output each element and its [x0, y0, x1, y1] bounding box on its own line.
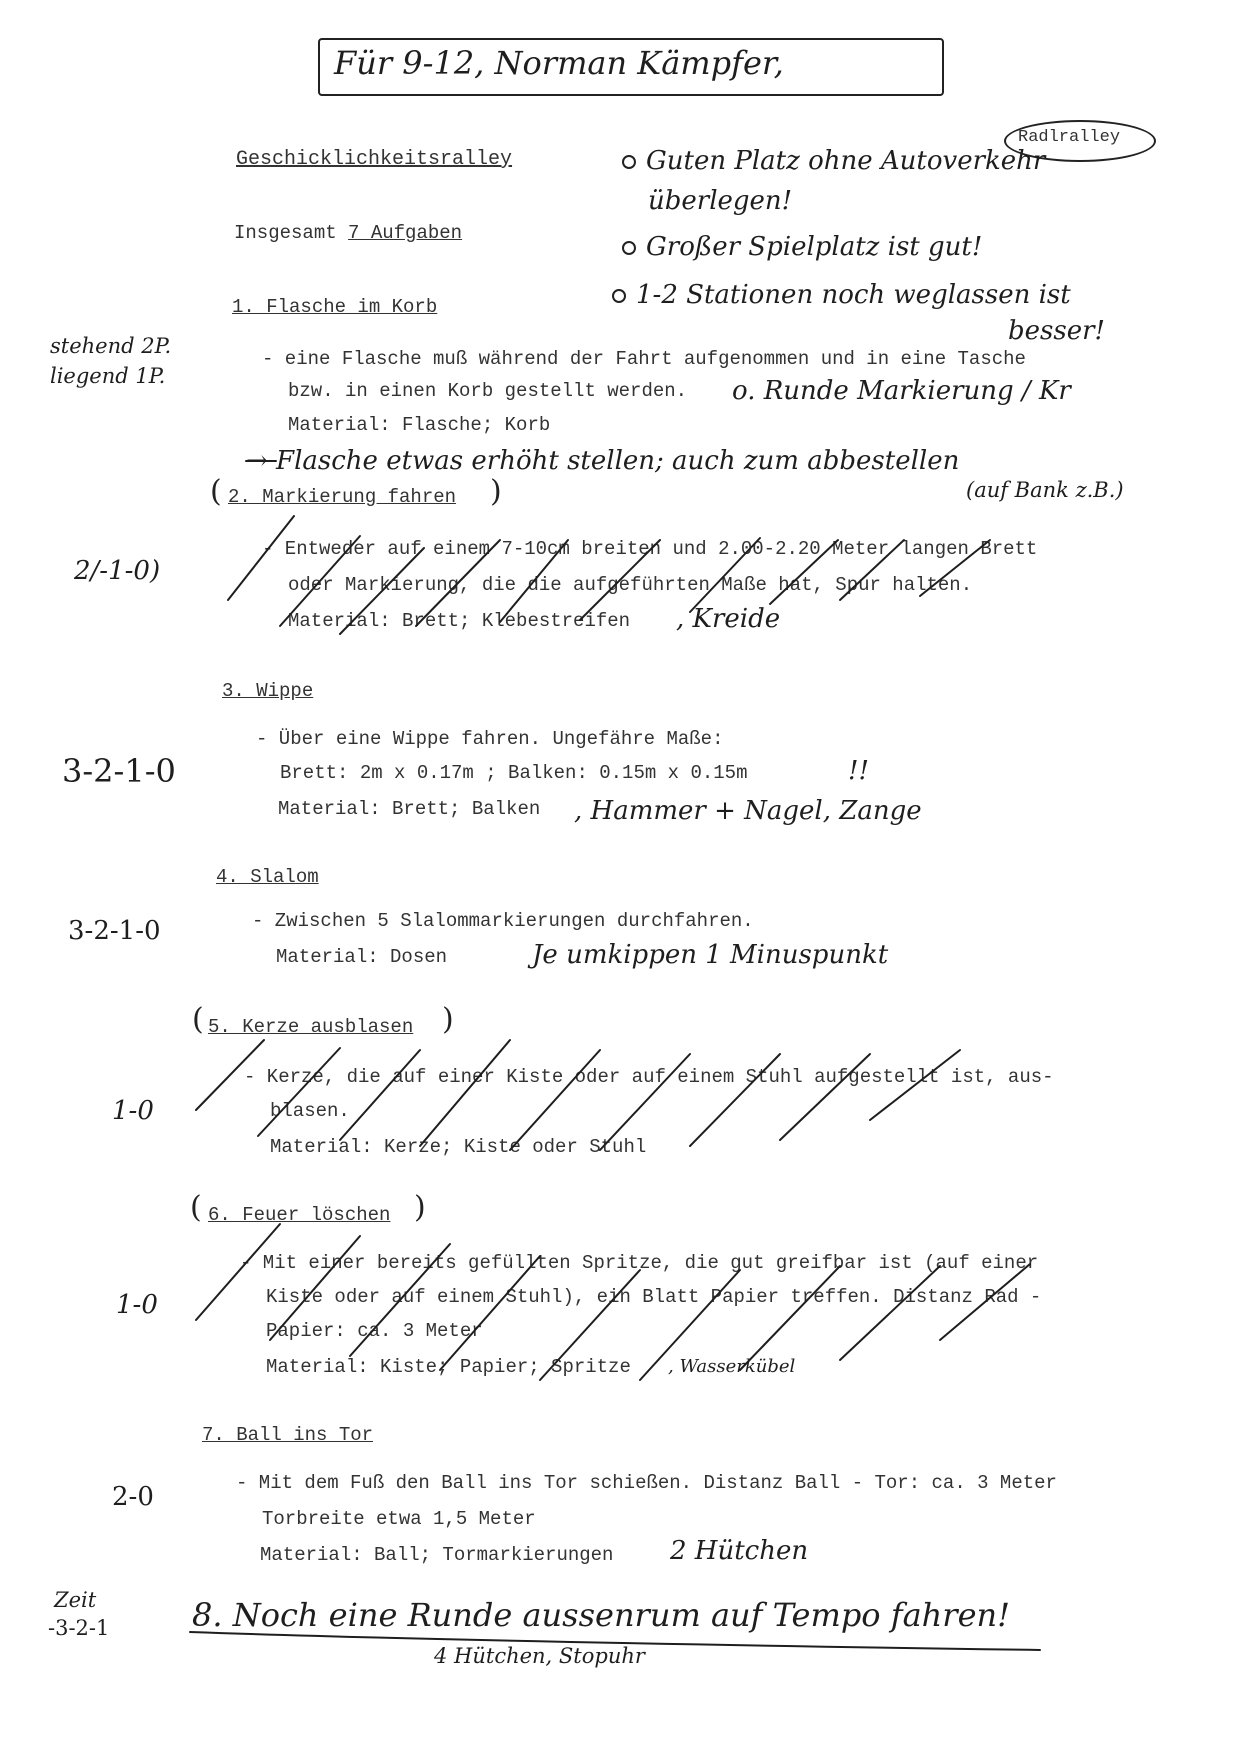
task-3-line-2: Brett: 2m x 0.17m ; Balken: 0.15m x 0.15m	[280, 762, 748, 784]
note-line-5: besser!	[1008, 316, 1105, 346]
task-6-line-2: Kiste oder auf einem Stuhl), ein Blatt Papier treffen. Distanz Rad -	[266, 1286, 1042, 1308]
task-2-line-1: - Entweder auf einem 7-10cm breiten und 2.00-2.20 Meter langen Brett	[262, 538, 1038, 560]
task-3-line-1: - Über eine Wippe fahren. Ungefähre Maße:	[256, 728, 724, 750]
task-2-score: 2/-1-0)	[74, 556, 161, 586]
task-7-material: Material: Ball; Tormarkierungen	[260, 1544, 614, 1566]
task-6-close-paren: )	[414, 1190, 426, 1225]
task-1-margin-1: stehend 2P.	[50, 334, 172, 358]
task-1-line-2-handwriting: o. Runde Markierung / Kr	[732, 376, 1071, 406]
task-6-line-1: - Mit einer bereits gefüllten Spritze, die gut greifbar ist (auf einer	[240, 1252, 1039, 1274]
task-6-material-handwriting: , Wasserkübel	[668, 1356, 796, 1377]
task-3-score: 3-2-1-0	[62, 752, 176, 790]
task-6-title: 6. Feuer löschen	[208, 1204, 391, 1226]
task-7-title: 7. Ball ins Tor	[202, 1424, 374, 1446]
task-8-score: -3-2-1	[48, 1616, 110, 1640]
note-bullet-icon	[622, 241, 636, 255]
total-tasks: Insgesamt 7 Aufgaben	[234, 222, 463, 244]
task-1-line-1: - eine Flasche muß während der Fahrt aufgenommen und in eine Tasche	[262, 348, 1026, 370]
task-5-score: 1-0	[112, 1096, 154, 1126]
task-5-line-2: blasen.	[270, 1100, 350, 1122]
page-title: Geschicklichkeitsralley	[236, 148, 513, 171]
task-2-line-2: oder Markierung, die die aufgeführten Maße hat, Spur halten.	[288, 574, 973, 596]
task-1-note: → Flasche etwas erhöht stellen; auch zum abbestellen	[246, 446, 960, 476]
task-4-line-1: - Zwischen 5 Slalommarkierungen durchfahren.	[252, 910, 754, 932]
task-6-material: Material: Kiste; Papier; Spritze	[266, 1356, 631, 1378]
note-bullet-icon	[612, 289, 626, 303]
task-1-title: 1. Flasche im Korb	[232, 296, 438, 318]
task-2-close-paren: )	[490, 474, 502, 509]
task-4-title: 4. Slalom	[216, 866, 319, 888]
task-7-score: 2-0	[112, 1482, 154, 1512]
task-2-material: Material: Brett; Klebestreifen	[288, 610, 631, 632]
task-2-title: 2. Markierung fahren	[228, 486, 457, 508]
task-8-sub: 4 Hütchen, Stopuhr	[434, 1644, 645, 1668]
task-6-line-3: Papier: ca. 3 Meter	[266, 1320, 483, 1342]
task-6-score: 1-0	[116, 1290, 158, 1320]
task-8-score-label: Zeit	[54, 1588, 97, 1612]
note-line-2: überlegen!	[648, 186, 793, 216]
task-8-line: 8. Noch eine Runde aussenrum auf Tempo fahren!	[192, 1596, 1010, 1634]
task-5-material: Material: Kerze; Kiste oder Stuhl	[270, 1136, 647, 1158]
task-5-line-1: - Kerze, die auf einer Kiste oder auf einem Stuhl aufgestellt ist, aus-	[244, 1066, 1054, 1088]
radlralley-label: Radlralley	[1018, 128, 1121, 147]
task-1-line-2: bzw. in einen Korb gestellt werden.	[288, 380, 688, 402]
note-line-4: 1-2 Stationen noch weglassen ist	[612, 280, 1071, 310]
task-3-line-2-handwriting: !!	[848, 756, 869, 786]
task-5-title: 5. Kerze ausblasen	[208, 1016, 414, 1038]
task-2-material-handwriting: , Kreide	[676, 604, 781, 634]
note-line-3: Großer Spielplatz ist gut!	[622, 232, 982, 262]
task-5-close-paren: )	[442, 1002, 454, 1037]
note-bullet-icon	[622, 155, 636, 169]
task-4-material: Material: Dosen	[276, 946, 448, 968]
task-1-material: Material: Flasche; Korb	[288, 414, 551, 436]
task-4-score: 3-2-1-0	[68, 916, 161, 946]
header-handwriting: Für 9-12, Norman Kämpfer,	[334, 44, 784, 82]
task-4-material-handwriting: Je umkippen 1 Minuspunkt	[532, 940, 889, 970]
task-7-line-1: - Mit dem Fuß den Ball ins Tor schießen. Distanz Ball - Tor: ca. 3 Meter	[236, 1472, 1057, 1494]
task-3-material: Material: Brett; Balken	[278, 798, 541, 820]
task-2-open-paren: (	[210, 474, 222, 509]
task-3-material-handwriting: , Hammer + Nagel, Zange	[574, 796, 922, 826]
task-6-open-paren: (	[190, 1190, 202, 1225]
task-5-open-paren: (	[192, 1002, 204, 1037]
task-7-material-handwriting: 2 Hütchen	[670, 1536, 809, 1566]
task-7-line-2: Torbreite etwa 1,5 Meter	[262, 1508, 536, 1530]
task-1-note-2: (auf Bank z.B.)	[966, 478, 1124, 502]
task-1-margin-2: liegend 1P.	[50, 364, 166, 388]
task-3-title: 3. Wippe	[222, 680, 314, 702]
note-line-1: Guten Platz ohne Autoverkehr	[622, 146, 1045, 176]
